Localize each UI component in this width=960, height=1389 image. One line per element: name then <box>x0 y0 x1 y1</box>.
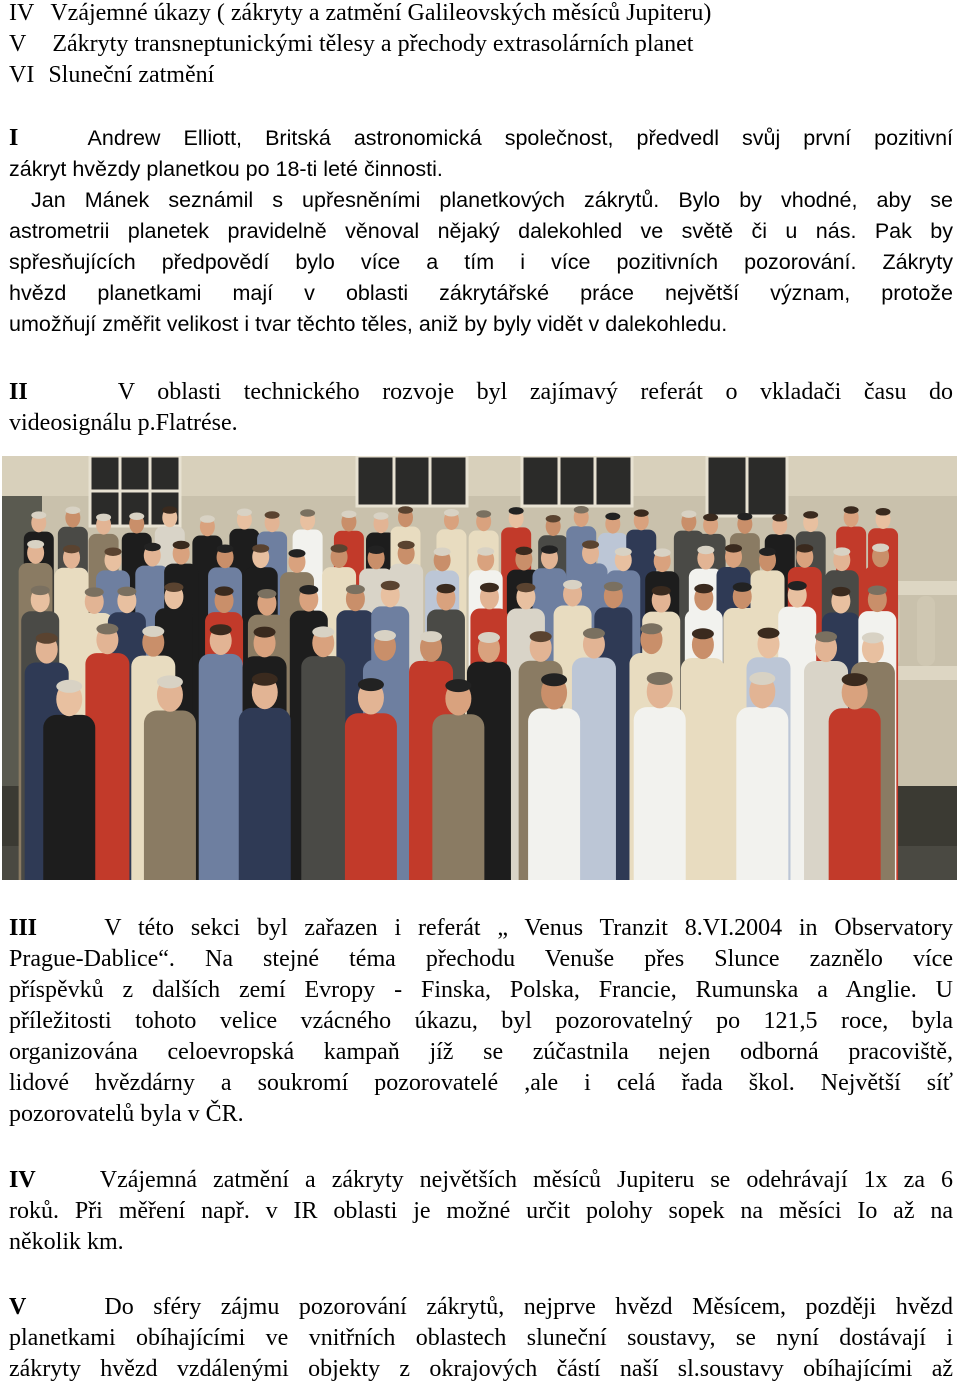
person-hair <box>692 628 714 639</box>
person-hair <box>759 547 776 556</box>
section-4-line: roků. Při měření např. v IR oblasti je možné určit polohy sopek na měsíci Io až na <box>9 1198 953 1224</box>
section-5-line: V Do sféry zájmu pozorování zákrytů, nejprve hvězd Měsícem, později hvězd <box>9 1294 953 1320</box>
section-4-line: několik km. <box>9 1229 124 1255</box>
person-body <box>301 656 345 880</box>
person-hair <box>436 584 455 594</box>
person-hair <box>697 546 714 555</box>
toc-item <box>9 29 711 60</box>
person-hair <box>733 582 752 592</box>
person-hair <box>831 587 850 597</box>
toc-item <box>9 0 711 29</box>
person-hair <box>725 544 742 553</box>
section-number: II <box>9 379 28 405</box>
section-5-line: planetkami obíhajícími ve vnitřních oblastech sluneční soustavy, se nyní dostávají i <box>9 1325 953 1351</box>
person-hair <box>477 547 494 556</box>
person-body <box>432 714 484 880</box>
person-hair <box>157 675 183 688</box>
toc-item-number: V <box>9 31 27 57</box>
person-hair <box>833 547 850 556</box>
person-hair <box>27 540 44 549</box>
person-hair <box>574 506 589 514</box>
person-body <box>634 707 686 880</box>
section-5-line: zákryty hvězd vzdálenými objekty z okrajových částí naší sl.soustavy obíhajícími až <box>9 1356 953 1382</box>
toc-item-number: IV <box>9 0 35 26</box>
person-body <box>199 654 243 880</box>
section-4-line: IV Vzájemná zatmění a zákryty největších měsíců Jupiteru se odehrávají 1x za 6 <box>9 1167 953 1193</box>
section-3 <box>9 913 953 1130</box>
person-body <box>43 715 95 880</box>
person-hair <box>341 510 356 518</box>
person-hair <box>254 627 276 638</box>
section-2-line: videosignálu p.Flatrése. <box>9 410 238 436</box>
toc-item-text: Sluneční zatmění <box>48 62 215 88</box>
section-2 <box>9 377 953 439</box>
person-hair <box>530 631 552 642</box>
person-hair <box>478 632 500 643</box>
section-1-line: I Andrew Elliott, Britská astronomická společnost, předvedl svůj první pozitivní <box>9 125 954 151</box>
person-hair <box>257 589 276 599</box>
section-3-line: příležitosti tohoto velice vzácného úkazu, byl pozorovatelný po 121,5 roce, byla <box>9 1008 953 1034</box>
toc-list <box>9 0 711 91</box>
section-3-line: III V této sekci byl zařazen i referát „ Venus Tranzit 8.VI.2004 in Observatory <box>9 915 953 941</box>
section-number: V <box>9 1294 27 1320</box>
person-hair <box>63 545 80 554</box>
person-hair <box>480 583 499 593</box>
person-hair <box>420 631 442 642</box>
person-hair <box>65 507 80 515</box>
section-1-line: spřesňujících předpovědí bylo více a tím i více pozitivních pozorování. Zákryty <box>9 250 953 274</box>
person-hair <box>129 512 144 520</box>
section-3-line: organizována celoevropská kampaň jíž se zúčastnila nejen odborná pracoviště, <box>9 1039 953 1065</box>
person-hair <box>398 541 415 550</box>
person-hair <box>844 506 859 514</box>
person-hair <box>541 545 558 554</box>
person-hair <box>252 544 269 553</box>
section-3-line: lidové hvězdárny a soukromí pozorovatelé ,ale i celá řada škol. Největší síť <box>9 1070 953 1096</box>
person-hair <box>772 514 787 522</box>
person-hair <box>647 672 673 685</box>
person-hair <box>346 585 365 595</box>
person-hair <box>634 509 649 516</box>
person-hair <box>703 514 718 522</box>
person-hair <box>164 583 183 593</box>
person-hair <box>381 581 400 591</box>
person-hair <box>694 584 713 594</box>
person-hair <box>331 544 348 553</box>
person-body <box>681 658 725 880</box>
person-hair <box>96 514 111 522</box>
section-3-line: příspěvků z dalších zemí Evropy - Finska, Polska, Francie, Rumunska a Anglie. U <box>9 977 953 1003</box>
person-hair <box>374 630 396 641</box>
person-hair <box>815 631 837 642</box>
person-body <box>736 707 788 880</box>
person-hair <box>546 515 561 523</box>
person-hair <box>368 546 385 555</box>
toc-item-number: VI <box>9 62 35 88</box>
person-hair <box>605 513 620 521</box>
section-1-line: astrometrii planetek pravidelně věnoval nějaký dalekohled ve světě či u nás. Pak by <box>9 219 953 243</box>
person-hair <box>788 581 807 591</box>
person-hair <box>144 543 161 552</box>
section-1-line: umožňují změřit velikost i tvar těchto těles, aniž by byly vidět v dalekohledu. <box>9 312 728 336</box>
person-hair <box>104 547 121 556</box>
person-hair <box>173 541 190 550</box>
section-3-line: Prague-Dablice“. Na stejné téma přechodu Venuše přes Slunce zaznělo více <box>9 946 953 972</box>
group-photo <box>2 456 957 880</box>
person-hair <box>162 506 177 514</box>
person-hair <box>444 509 459 516</box>
person-hair <box>758 628 780 639</box>
person-hair <box>358 678 384 691</box>
person-hair <box>876 508 891 516</box>
section-2-line: II V oblasti technického rozvoje byl zajímavý referát o vkladači času do <box>9 379 953 405</box>
person-hair <box>85 587 104 597</box>
toc-item-text: Vzájemné úkazy ( zákryty a zatmění Galileovských měsíců Jupiteru) <box>50 0 712 26</box>
person-hair <box>516 583 535 593</box>
person-hair <box>476 510 491 517</box>
person-hair <box>265 511 280 519</box>
person-hair <box>31 511 46 519</box>
person-hair <box>210 624 232 635</box>
person-hair <box>300 509 315 517</box>
section-number: I <box>9 125 19 151</box>
person-body <box>829 708 881 880</box>
person-hair <box>434 548 451 557</box>
person-hair <box>117 587 136 597</box>
person-hair <box>803 511 818 518</box>
person-hair <box>862 632 884 643</box>
person-hair <box>96 623 118 634</box>
person-hair <box>737 513 752 521</box>
section-3-line: pozorovatelů byla v ČR. <box>9 1101 244 1127</box>
person-hair <box>299 585 318 595</box>
person-hair <box>215 586 234 596</box>
person-hair <box>749 672 775 685</box>
person-hair <box>200 515 215 523</box>
section-5 <box>9 1292 953 1385</box>
section-1-line: zákryt hvězdy planetkou po 18-ti leté činnosti. <box>9 157 443 181</box>
person-hair <box>312 626 334 637</box>
person-hair <box>583 628 605 639</box>
person-hair <box>640 623 662 634</box>
person-hair <box>515 547 532 556</box>
person-hair <box>796 544 813 553</box>
person-hair <box>604 582 623 592</box>
person-hair <box>288 549 305 558</box>
person-hair <box>541 673 567 686</box>
person-hair <box>582 540 599 549</box>
person-hair <box>31 586 50 596</box>
person-hair <box>445 679 471 692</box>
person-hair <box>652 586 671 596</box>
person-body <box>144 710 196 880</box>
person-hair <box>252 673 278 686</box>
section-number: IV <box>9 1167 36 1193</box>
person-hair <box>872 544 889 553</box>
person-hair <box>398 506 413 514</box>
person-hair <box>509 507 524 514</box>
person-hair <box>654 548 671 557</box>
person-hair <box>237 509 252 516</box>
person-hair <box>681 510 696 517</box>
person-hair <box>615 547 632 556</box>
section-1-line: hvězd planetkami mají v oblasti zákrytářské práce největší význam, protože <box>9 281 953 305</box>
person-hair <box>142 626 164 637</box>
person-hair <box>563 580 582 590</box>
toc-item <box>9 60 711 91</box>
group-photo-illustration <box>2 456 957 880</box>
toc-item-text: Zákryty transneptunickými tělesy a přechody extrasolárních planet <box>52 31 694 57</box>
section-4 <box>9 1165 953 1258</box>
person-hair <box>36 633 58 644</box>
section-1-line: Jan Mánek seznámil s upřesněními planetkových zákrytů. Bylo by vhodné, aby se <box>31 188 953 212</box>
person-body <box>345 713 397 880</box>
section-number: III <box>9 915 38 941</box>
person-body <box>528 708 580 880</box>
person-hair <box>56 680 82 693</box>
section-1 <box>9 123 953 340</box>
person-hair <box>217 544 234 553</box>
person-hair <box>842 673 868 686</box>
person-body <box>239 708 291 880</box>
person-hair <box>374 512 389 520</box>
person-hair <box>868 586 887 596</box>
